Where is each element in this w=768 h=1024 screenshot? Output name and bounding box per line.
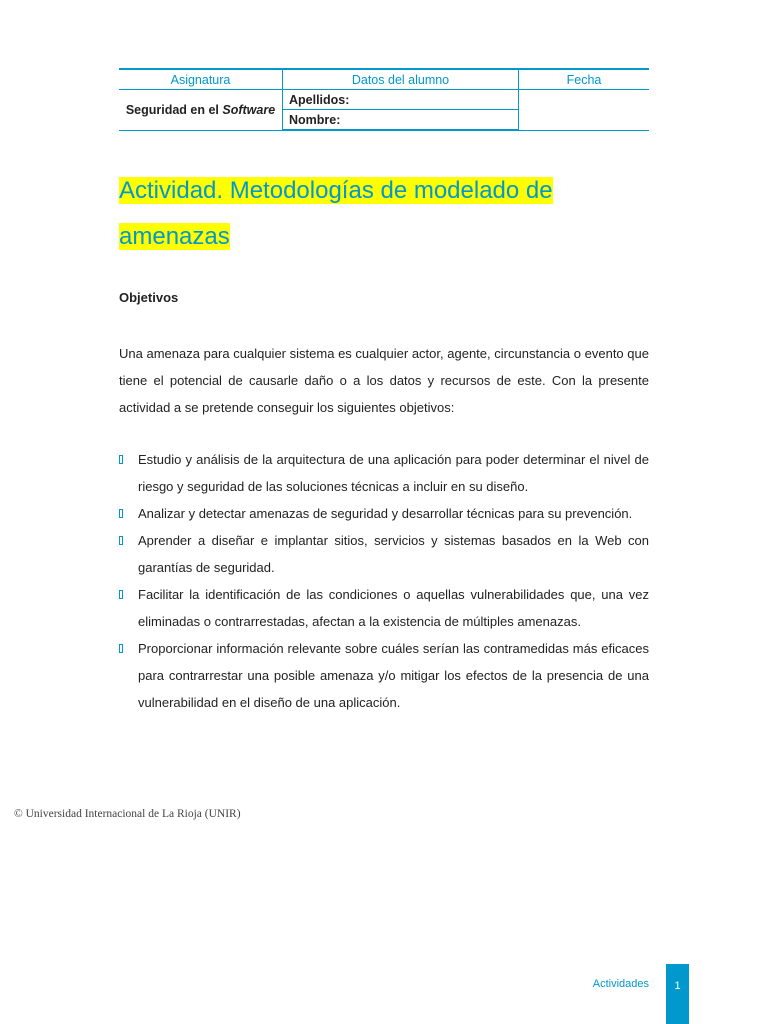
column-header-subject: Asignatura bbox=[119, 69, 283, 90]
activity-title-line1: Actividad. Metodologías de modelado de bbox=[119, 177, 553, 204]
surname-field: Apellidos: bbox=[283, 90, 519, 110]
subject-name: Seguridad en el bbox=[125, 102, 223, 117]
table-header-row bbox=[119, 69, 649, 90]
copyright-notice: © Universidad Internacional de La Rioja (UNIR) bbox=[14, 808, 241, 820]
list-item bbox=[119, 581, 649, 635]
name-field: Nombre: bbox=[283, 110, 519, 131]
list-item bbox=[119, 446, 649, 500]
student-data-table bbox=[119, 68, 649, 131]
intro-paragraph: Una amenaza para cualquier sistema es cualquier actor, agente, circunstancia o evento que tiene el potencial de causarle daño o a los datos y recursos de este. Con la presente actividad a se pretende conseguir los siguientes objetivos: bbox=[119, 346, 649, 415]
column-header-date: Fecha bbox=[519, 69, 650, 90]
subject-cell bbox=[119, 90, 283, 131]
objectives-list bbox=[119, 446, 649, 716]
bullet-icon bbox=[119, 455, 123, 464]
subject-name-italic: Software bbox=[222, 102, 276, 117]
list-item-text: Aprender a diseñar e implantar sitios, servicios y sistemas basados en la Web con garantías de seguridad. bbox=[138, 533, 649, 575]
list-item-text: Analizar y detectar amenazas de seguridad y desarrollar técnicas para su prevención. bbox=[138, 506, 633, 521]
page-number-badge: 1 bbox=[666, 964, 689, 1024]
table-row bbox=[119, 90, 649, 110]
bullet-icon bbox=[119, 644, 123, 653]
activity-title bbox=[119, 168, 659, 260]
list-item-text: Estudio y análisis de la arquitectura de una aplicación para poder determinar el nivel de riesgo y seguridad de las soluciones técnicas a incluir en su diseño. bbox=[138, 452, 649, 494]
activity-title-line2: amenazas bbox=[119, 223, 230, 250]
column-header-student-data: Datos del alumno bbox=[283, 69, 519, 90]
bullet-icon bbox=[119, 509, 123, 518]
bullet-icon bbox=[119, 590, 123, 599]
list-item bbox=[119, 500, 649, 527]
list-item bbox=[119, 635, 649, 716]
objectives-heading: Objetivos bbox=[119, 290, 179, 305]
list-item bbox=[119, 527, 649, 581]
list-item-text: Facilitar la identificación de las condiciones o aquellas vulnerabilidades que, una vez eliminadas o contrarrestadas, afectan a la existencia de múltiples amenazas. bbox=[138, 587, 649, 629]
footer-section-label: Actividades bbox=[592, 978, 649, 990]
list-item-text: Proporcionar información relevante sobre cuáles serían las contramedidas más eficaces para contrarrestar una posible amenaza y/o mitigar los efectos de la presencia de una vulnerabilidad en el diseño de una aplicación. bbox=[138, 641, 649, 710]
bullet-icon bbox=[119, 536, 123, 545]
date-cell bbox=[519, 90, 650, 131]
